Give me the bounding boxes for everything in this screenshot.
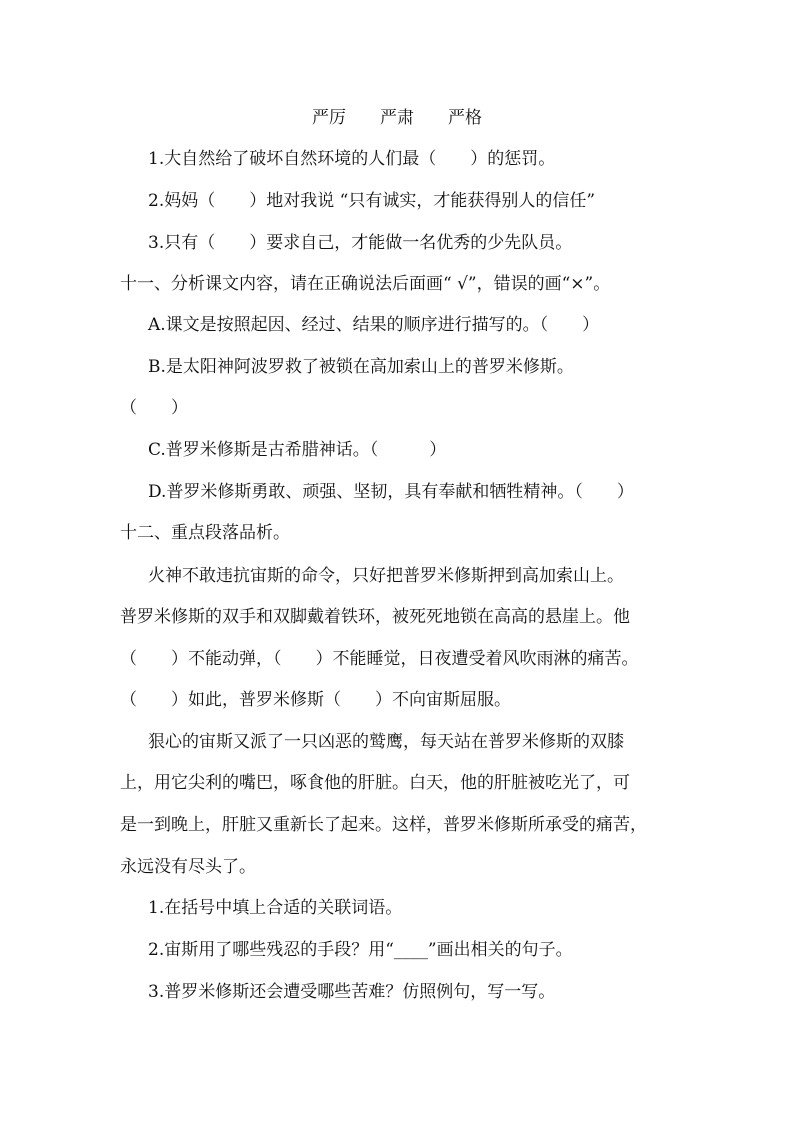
passage-line: （ ）如此，普罗米修斯（ ）不向宙斯屈服。 — [120, 690, 511, 710]
judgement-item-c: C.普罗米修斯是古希腊神话。（ ） — [148, 440, 447, 460]
passage-line: （ ）不能动弹，（ ）不能睡觉，日夜遭受着风吹雨淋的痛苦。 — [120, 649, 639, 669]
passage-line: 普罗米修斯的双手和双脚戴着铁环，被死死地锁在高高的悬崖上。他 — [120, 607, 630, 627]
judgement-item-b-bracket: （ ） — [120, 398, 188, 418]
passage-line: 狠心的宙斯又派了一只凶恶的鹫鹰，每天站在普罗米修斯的双膝 — [148, 732, 624, 752]
judgement-item-d: D.普罗米修斯勇敢、顽强、坚韧，具有奉献和牺牲精神。（ ） — [148, 482, 634, 502]
passage-question-2: 2.宙斯用了哪些残忍的手段？用“____”画出相关的句子。 — [148, 940, 573, 960]
passage-question-1: 1.在括号中填上合适的关联词语。 — [148, 898, 403, 918]
fill-question-2: 2.妈妈（ ）地对我说 “只有诚实，才能获得别人的信任” — [148, 191, 596, 211]
passage-line: 是一到晚上，肝脏又重新长了起来。这样，普罗米修斯所承受的痛苦， — [120, 815, 647, 835]
fill-question-3: 3.只有（ ）要求自己，才能做一名优秀的少先队员。 — [148, 233, 573, 253]
passage-line: 永远没有尽头了。 — [120, 857, 256, 877]
passage-line: 上，用它尖利的嘴巴，啄食他的肝脏。白天，他的肝脏被吃光了，可 — [120, 773, 630, 793]
passage-line: 火神不敢违抗宙斯的命令，只好把普罗米修斯押到高加索山上。 — [148, 566, 624, 586]
section-12-heading: 十二、重点段落品析。 — [120, 523, 290, 543]
passage-question-3: 3.普罗米修斯还会遭受哪些苦难？仿照例句，写一写。 — [148, 982, 556, 1002]
judgement-item-b: B.是太阳神阿波罗救了被锁在高加索山上的普罗米修斯。 — [148, 357, 574, 377]
judgement-item-a: A.课文是按照起因、经过、结果的顺序进行描写的。（ ） — [148, 315, 600, 335]
fill-question-1: 1.大自然给了破坏自然环境的人们最（ ）的惩罚。 — [148, 149, 556, 169]
section-11-heading: 十一、分析课文内容，请在正确说法后面画“ √”，错误的画“×”。 — [120, 274, 611, 294]
word-choices: 严厉 严肃 严格 — [312, 108, 482, 128]
